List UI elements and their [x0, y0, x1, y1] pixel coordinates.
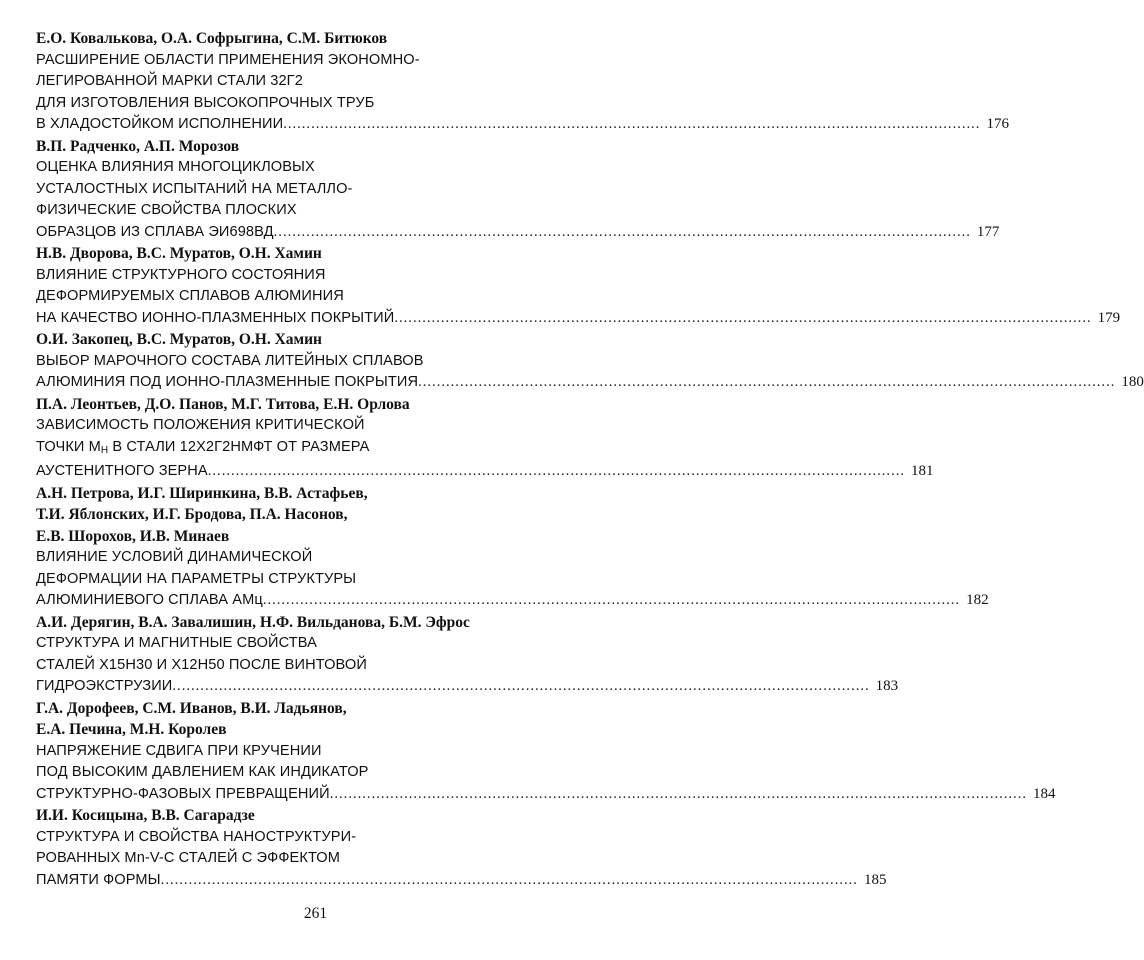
- toc-entry: [36, 698, 1056, 806]
- entry-authors: И.И. Косицына, В.В. Сагарадзе: [36, 807, 255, 824]
- entry-title-line: ОБРАЗЦОВ ИЗ СПЛАВА ЭИ698ВД: [36, 223, 274, 240]
- entry-authors: Е.О. Ковалькова, О.А. Софрыгина, С.М. Битюков: [36, 30, 388, 47]
- dot-leader: ......................................................................................................................................................: [418, 374, 1116, 390]
- entry-title-line: ОЦЕНКА ВЛИЯНИЯ МНОГОЦИКЛОВЫХ: [36, 159, 315, 175]
- entry-title-line: ЗАВИСИМОСТЬ ПОЛОЖЕНИЯ КРИТИЧЕСКОЙ: [36, 417, 365, 433]
- dot-leader: ......................................................................................................................................................: [207, 463, 906, 479]
- dot-leader: ......................................................................................................................................................: [273, 223, 971, 240]
- entry-title-last-line: [36, 114, 1009, 136]
- entry-title-last-line: [36, 784, 1056, 806]
- entry-page-number: 179: [1097, 309, 1121, 326]
- entry-authors: Н.В. Дворова, В.С. Муратов, О.Н. Хамин: [36, 245, 322, 262]
- entry-title-line: ТОЧКИ $M_H$ В СТАЛИ 12Х2Г2НМФТ ОТ РАЗМЕРА: [36, 438, 370, 456]
- dot-leader: ......................................................................................................................................................: [160, 871, 858, 888]
- dot-leader: ......................................................................................................................................................: [172, 678, 870, 694]
- entry-title-last-line: [36, 590, 989, 612]
- dot-leader: ......................................................................................................................................................: [394, 309, 1092, 326]
- entry-page-number: 184: [1033, 785, 1056, 802]
- entry-title-last-line: [36, 870, 887, 892]
- entry-title-line: НА КАЧЕСТВО ИОННО-ПЛАЗМЕННЫХ ПОКРЫТИЙ: [36, 309, 395, 326]
- entry-title-last-line: [36, 372, 1144, 394]
- entry-title-line: РАСШИРЕНИЕ ОБЛАСТИ ПРИМЕНЕНИЯ ЭКОНОМНО-: [36, 51, 420, 68]
- entry-title-line: ВЛИЯНИЕ УСЛОВИЙ ДИНАМИЧЕСКОЙ: [36, 549, 313, 565]
- entry-title-line: УСТАЛОСТНЫХ ИСПЫТАНИЙ НА МЕТАЛЛО-: [36, 180, 353, 197]
- entry-authors: Е.А. Печина, М.Н. Королев: [36, 721, 227, 738]
- entry-page-number: 182: [966, 592, 989, 608]
- entry-authors: Г.А. Дорофеев, С.М. Иванов, В.И. Ладьянов,: [36, 699, 347, 717]
- toc-entry: [36, 483, 989, 612]
- entry-page-number: 177: [976, 223, 1000, 240]
- entry-page-number: 181: [911, 463, 934, 479]
- entry-title-line: ДЕФОРМИРУЕМЫХ СПЛАВОВ АЛЮМИНИЯ: [36, 288, 344, 304]
- toc-entry: [36, 136, 1000, 244]
- entry-title-last-line: [36, 308, 1121, 330]
- entry-authors: В.П. Радченко, А.П. Морозов: [36, 137, 240, 155]
- entry-title-line: ВЛИЯНИЕ СТРУКТУРНОГО СОСТОЯНИЯ: [36, 266, 326, 283]
- toc-entry: [36, 243, 1121, 329]
- page-number: 261: [303, 905, 328, 922]
- toc-entry: [36, 805, 887, 891]
- entry-title-line: СТРУКТУРА И МАГНИТНЫЕ СВОЙСТВА: [36, 635, 317, 651]
- entry-authors: Т.И. Яблонских, И.Г. Бродова, П.А. Насонов,: [36, 506, 348, 523]
- entry-title-line: НАПРЯЖЕНИЕ СДВИГА ПРИ КРУЧЕНИИ: [36, 742, 322, 759]
- entry-title-line: ДЛЯ ИЗГОТОВЛЕНИЯ ВЫСОКОПРОЧНЫХ ТРУБ: [36, 94, 375, 111]
- entry-page-number: 180: [1121, 374, 1144, 390]
- entry-title-line: ГИДРОЭКСТРУЗИИ: [36, 678, 173, 694]
- entry-title-line: АЛЮМИНИЯ ПОД ИОННО-ПЛАЗМЕННЫЕ ПОКРЫТИЯ: [36, 374, 419, 390]
- entry-title-last-line: [36, 461, 934, 483]
- entry-authors: П.А. Леонтьев, Д.О. Панов, М.Г. Титова, Е.Н. Орлова: [36, 395, 410, 413]
- entry-title-last-line: [36, 676, 899, 698]
- table-of-contents: [36, 28, 1144, 891]
- entry-title-line: ДЕФОРМАЦИИ НА ПАРАМЕТРЫ СТРУКТУРЫ: [36, 570, 357, 587]
- entry-page-number: 185: [863, 871, 887, 888]
- entry-title-line: РОВАННЫХ Mn-V-C СТАЛЕЙ С ЭФФЕКТОМ: [36, 850, 341, 866]
- entry-title-line: ВЫБОР МАРОЧНОГО СОСТАВА ЛИТЕЙНЫХ СПЛАВОВ: [36, 352, 424, 369]
- entry-title-line: ФИЗИЧЕСКИЕ СВОЙСТВА ПЛОСКИХ: [36, 202, 297, 218]
- entry-title-line: ПАМЯТИ ФОРМЫ: [36, 871, 161, 888]
- entry-title-line: СТАЛЕЙ Х15Н30 И Х12Н50 ПОСЛЕ ВИНТОВОЙ: [36, 656, 367, 673]
- entry-title-line: ЛЕГИРОВАННОЙ МАРКИ СТАЛИ 32Г2: [36, 73, 303, 89]
- entry-authors: Е.В. Шорохов, И.В. Минаев: [36, 527, 230, 545]
- entry-authors: О.И. Закопец, В.С. Муратов, О.Н. Хамин: [36, 331, 322, 348]
- toc-entry: [36, 329, 1144, 394]
- toc-entry: [36, 28, 1009, 136]
- entry-title-line: СТРУКТУРНО-ФАЗОВЫХ ПРЕВРАЩЕНИЙ: [36, 785, 330, 802]
- entry-title-last-line: [36, 222, 1000, 244]
- entry-authors: А.И. Дерягин, В.А. Завалишин, Н.Ф. Вильданова, Б.М. Эфрос: [36, 613, 470, 631]
- entry-authors: А.Н. Петрова, И.Г. Ширинкина, В.В. Астафьев,: [36, 484, 368, 502]
- entry-title-line: ПОД ВЫСОКИМ ДАВЛЕНИЕМ КАК ИНДИКАТОР: [36, 764, 369, 780]
- entry-title-line: СТРУКТУРА И СВОЙСТВА НАНОСТРУКТУРИ-: [36, 828, 357, 845]
- entry-page-number: 176: [986, 116, 1009, 132]
- entry-title-line: АЛЮМИНИЕВОГО СПЛАВА АМц: [36, 592, 263, 608]
- toc-entry: [36, 394, 934, 483]
- entry-title-line: В ХЛАДОСТОЙКОМ ИСПОЛНЕНИИ: [36, 116, 284, 132]
- dot-leader: ......................................................................................................................................................: [283, 116, 981, 132]
- dot-leader: ......................................................................................................................................................: [262, 592, 961, 608]
- toc-entry: [36, 612, 899, 698]
- entry-page-number: 183: [875, 678, 899, 694]
- dot-leader: ......................................................................................................................................................: [329, 785, 1027, 802]
- entry-title-line: АУСТЕНИТНОГО ЗЕРНА: [36, 463, 208, 479]
